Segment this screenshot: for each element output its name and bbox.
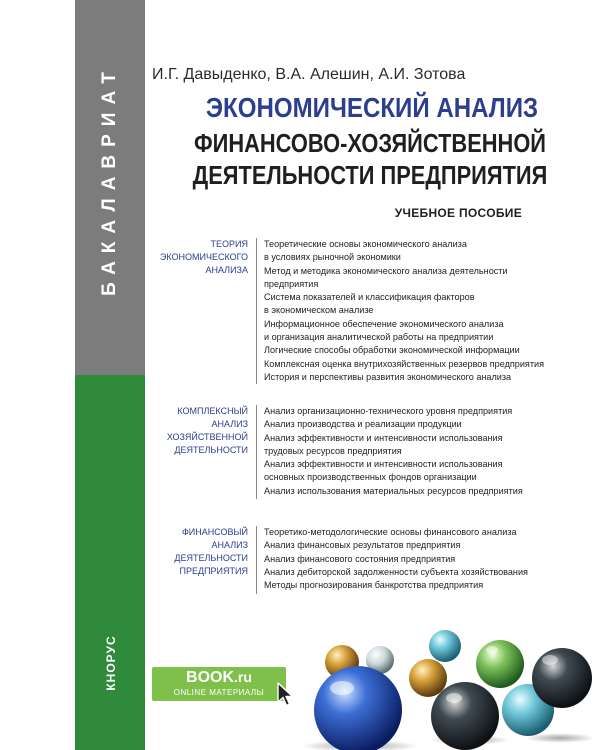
section-label-line: ФИНАНСОВЫЙ АНАЛИЗ [181,527,248,550]
section-label [148,238,248,277]
bookru-logo-suffix: .ru [234,669,252,685]
bookru-logo-text: BOOK [186,669,235,686]
topic-line: Анализ дебиторской задолженности субъекта хозяйствования [264,566,528,577]
section-label-line: ЭКОНОМИЧЕСКОГО [159,252,248,262]
topic-line: Анализ финансового состояния предприятия [264,553,456,564]
bookru-online-badge [152,667,286,701]
topic-line: Система показателей и классификация факторов [264,292,475,303]
topic-line: и организация аналитической работы на предприятии [264,332,494,343]
section-label-line: КОМПЛЕКСНЫЙ АНАЛИЗ [177,406,248,429]
topic-line: в экономическом анализе [264,305,374,316]
topic-line: трудовых ресурсов предприятия [264,445,402,456]
topic-line: основных производственных фондов организации [264,472,477,483]
section-label-line: ДЕЯТЕЛЬНОСТИ [174,445,248,455]
section-label [148,526,248,578]
bookru-logo [152,669,286,687]
topic-line: Анализ производства и реализации продукции [264,419,462,430]
series-label: БАКАЛАВРИАТ [99,64,120,296]
topic-line: Анализ организационно-технического уровня предприятия [264,406,513,416]
topic-line: Методы прогнозирования банкротства предприятия [264,580,484,591]
section-topics [264,526,596,592]
topic-line: Информационное обеспечение экономического анализа [264,318,504,329]
topic-line: Метод и методика экономического анализа деятельности [264,265,508,276]
topic-line: в условиях рыночной экономики [264,252,401,263]
topic-line: Анализ использования материальных ресурсов предприятия [264,485,523,496]
title-line-3: ДЕЯТЕЛЬНОСТИ ПРЕДПРИЯТИЯ [192,160,548,190]
topic-line: Анализ эффективности и интенсивности использования [264,459,503,470]
mouse-cursor-icon [276,682,296,708]
publisher-label: КНОРУС [104,635,118,691]
authors: И.Г. Давыденко, В.А. Алешин, А.И. Зотова [152,66,466,83]
section-topics [264,238,596,384]
topic-line: История и перспективы развития экономического анализа [264,371,512,382]
book-type: УЧЕБНОЕ ПОСОБИЕ [394,206,522,220]
topic-line: Анализ эффективности и интенсивности использования [264,432,503,443]
topic-line: Анализ финансовых результатов предприятия [264,540,461,551]
section-label-line: ТЕОРИЯ [210,239,248,249]
section-label-line: ПРЕДПРИЯТИЯ [179,566,248,576]
section-divider [256,405,257,499]
topic-line: Теоретические основы экономического анализа [264,239,467,249]
section-topics [264,405,596,498]
section-divider [256,526,257,594]
title-line-2: ФИНАНСОВО-ХОЗЯЙСТВЕННОЙ [193,128,547,158]
topic-line: Логические способы обработки экономической информации [264,345,520,356]
section-label-line: ДЕЯТЕЛЬНОСТИ [174,553,248,563]
topic-line: Теоретико-методологические основы финансового анализа [264,527,517,537]
cover-spine-band [75,0,145,750]
bookru-subtitle: ONLINE МАТЕРИАЛЫ [173,688,265,697]
title-line-1: ЭКОНОМИЧЕСКИЙ АНАЛИЗ [205,92,539,123]
topic-line: Комплексная оценка внутрихозяйственных резервов предприятия [264,358,545,369]
section-label-line: ХОЗЯЙСТВЕННОЙ [166,432,248,442]
section-label [148,405,248,457]
topic-line: предприятия [264,278,319,289]
section-divider [256,238,257,384]
spine-green-band [75,375,145,750]
section-label-line: АНАЛИЗА [205,265,248,275]
